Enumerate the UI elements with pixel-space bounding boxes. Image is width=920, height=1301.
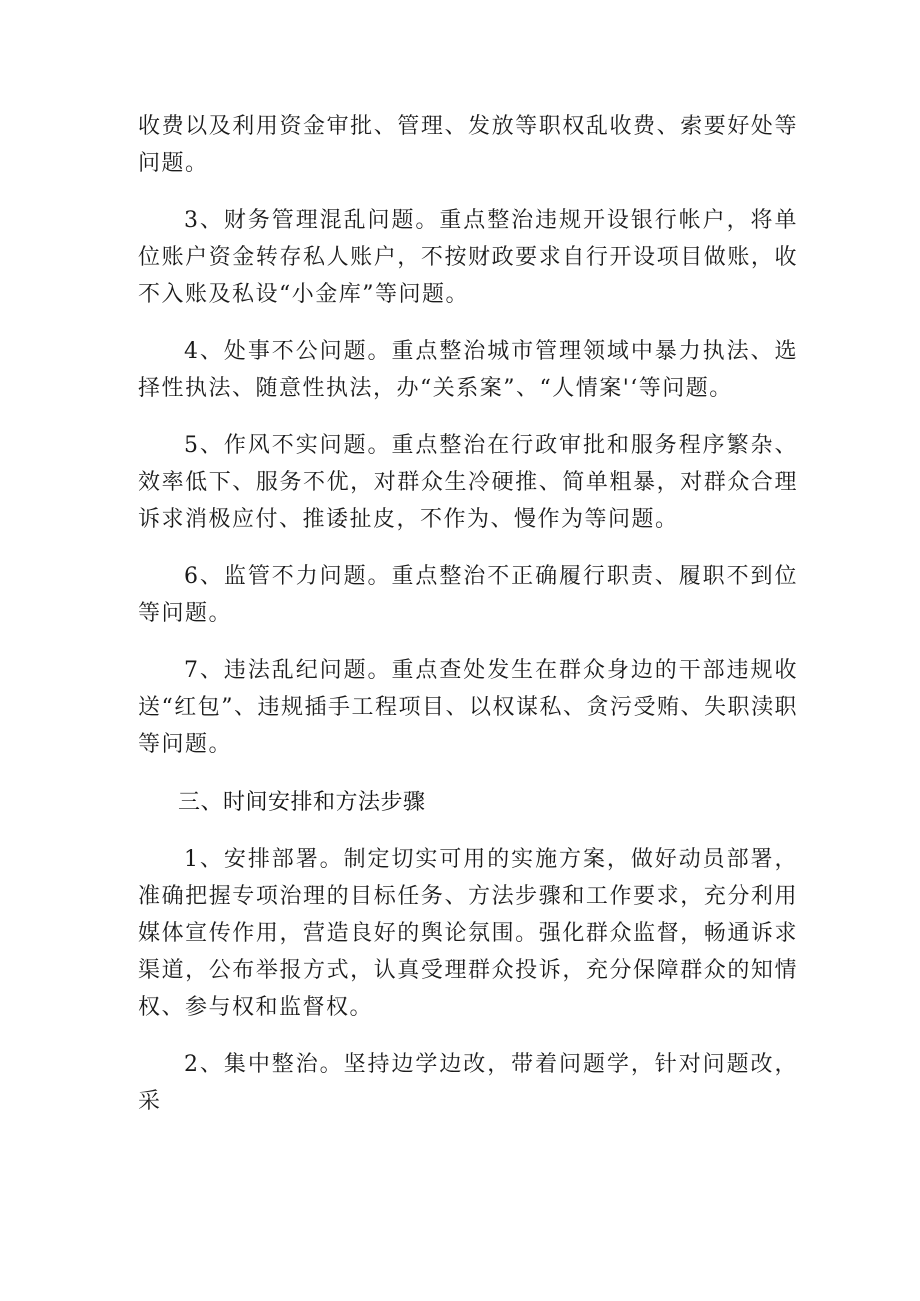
paragraph-rectification: 2、集中整治。坚持边学边改，带着问题学，针对问题改，采 (138, 1052, 798, 1114)
paragraph-supervision: 6、监管不力问题。重点整治不正确履行职责、履职不到位等问题。 (138, 564, 798, 626)
paragraph-violations: 7、违法乱纪问题。重点查处发生在群众身边的干部违规收送“红包”、违规插手工程项目、以权谋私、贪污受贿、失职渎职等问题。 (138, 658, 798, 757)
section-heading: 三、时间安排和方法步骤 (178, 790, 426, 815)
paragraph-work-style: 5、作风不实问题。重点整治在行政审批和服务程序繁杂、效率低下、服务不优，对群众生冷硬推、简单粗暴，对群众合理诉求消极应付、推诿扯皮，不作为、慢作为等问题。 (138, 433, 798, 532)
paragraph-continued: 收费以及利用资金审批、管理、发放等职权乱收费、索要好处等问题。 (138, 114, 798, 176)
paragraph-financial-management: 3、财务管理混乱问题。重点整治违规开设银行帐户，将单位账户资金转存私人账户，不按财政要求自行开设项目做账，收不入账及私设“小金库”等问题。 (138, 208, 798, 307)
document-body (138, 108, 798, 1140)
paragraph-arrangement: 1、安排部署。制定切实可用的实施方案，做好动员部署，准确把握专项治理的目标任务、方法步骤和工作要求，充分利用媒体宣传作用，营造良好的舆论氛围。强化群众监督，畅通诉求渠道，公布举报方式，认真受理群众投诉，充分保障群众的知情权、参与权和监督权。 (138, 847, 798, 1020)
paragraph-unfair-handling: 4、处事不公问题。重点整治城市管理领域中暴力执法、选择性执法、随意性执法，办“关系案”、“人情案'‘等问题。 (138, 339, 798, 401)
